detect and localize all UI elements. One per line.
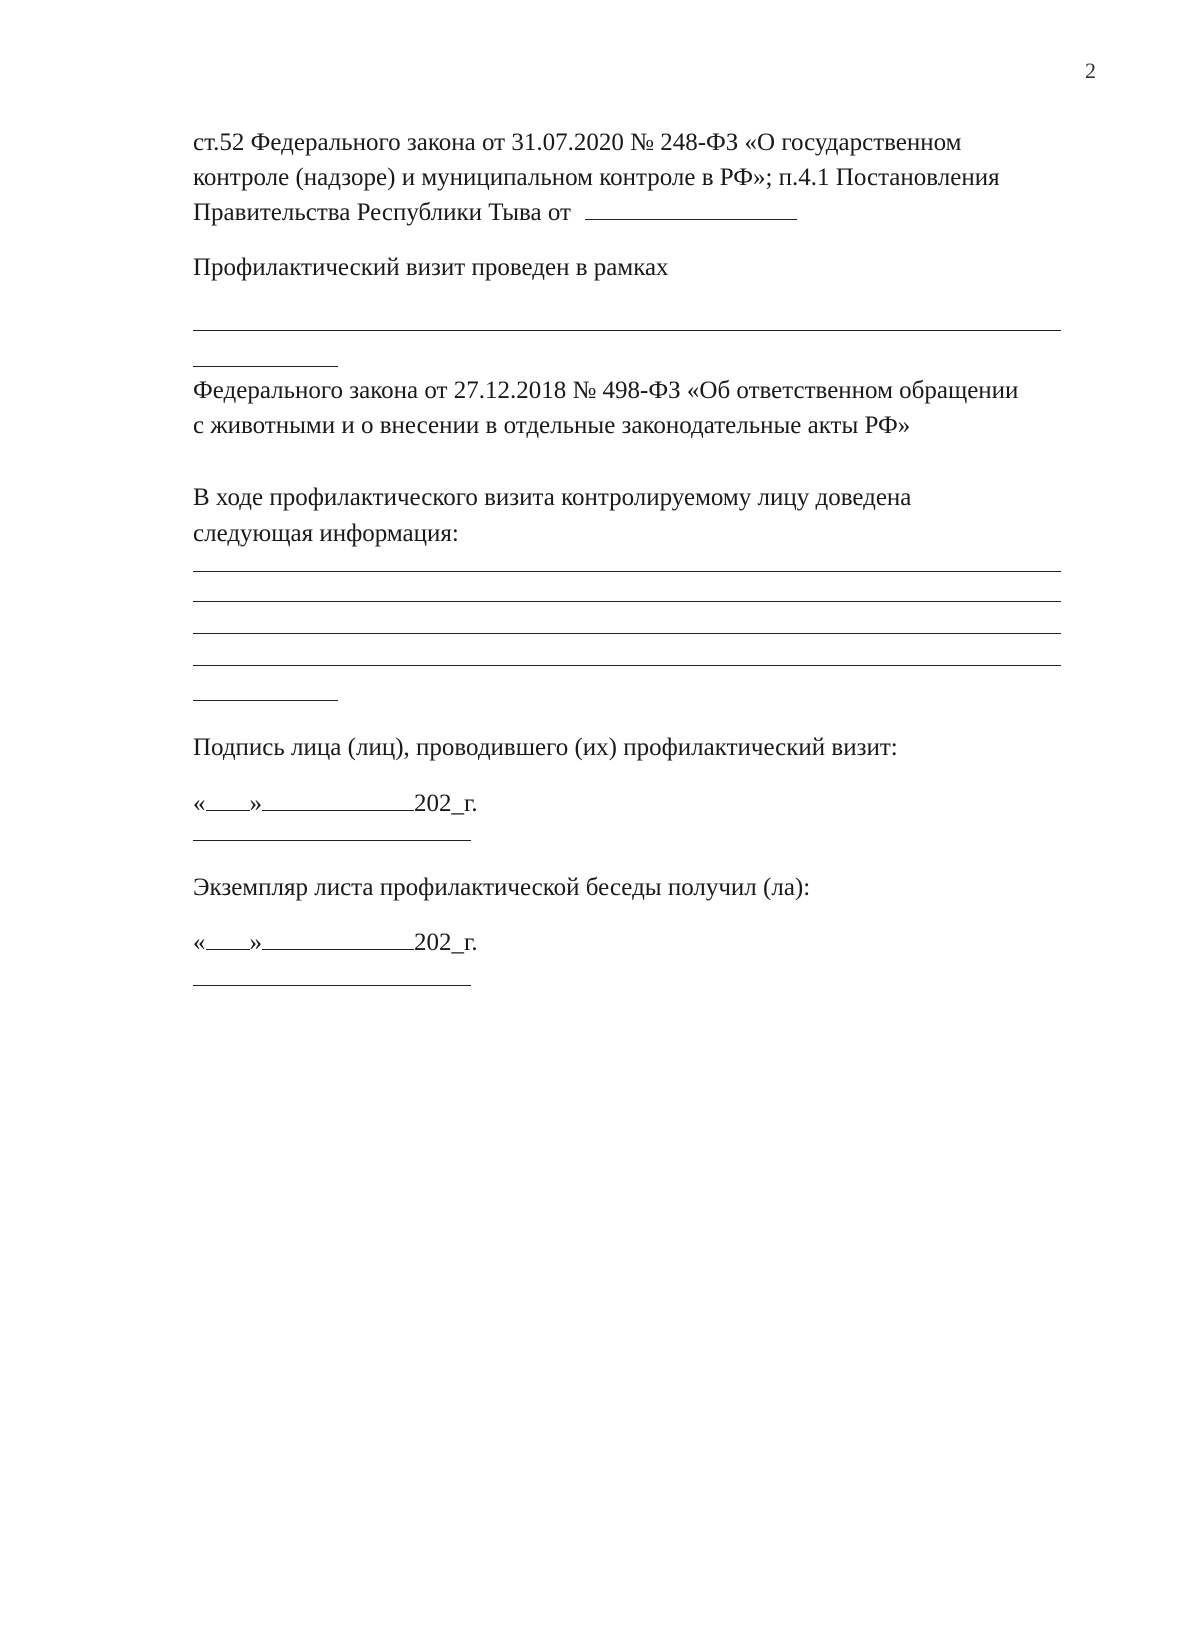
inspector-date-year: 202_г.: [414, 790, 478, 817]
recipient-date-quote-close: »: [249, 929, 262, 956]
visit-framework-label: Профилактический визит проведен в рамках: [193, 254, 669, 281]
information-line-1: В ходе профилактического визита контролируемому лицу доведена: [193, 484, 912, 511]
inspector-date-quote-open: «: [193, 790, 206, 817]
recipient-day-blank: [206, 948, 250, 950]
recipient-month-blank: [262, 948, 414, 950]
recipient-date-quote-open: «: [193, 929, 206, 956]
recipient-date-year: 202_г.: [414, 929, 478, 956]
info-blank-line-1: [193, 571, 1061, 572]
info-blank-line-2: [193, 601, 1061, 602]
info-blank-line-4: [193, 665, 1061, 666]
inspector-signature-label: Подпись лица (лиц), проводившего (их) профилактический визит:: [193, 734, 898, 761]
info-blank-line-3: [193, 633, 1061, 634]
inspector-date-line: [193, 786, 478, 821]
basis-line-3: [193, 195, 797, 230]
framework-blank-line-2: [193, 366, 338, 367]
framework-blank-line-1: [193, 330, 1061, 331]
info-blank-line-5: [193, 700, 338, 701]
inspector-month-blank: [262, 809, 414, 811]
recipient-signature-label: Экземпляр листа профилактической беседы получил (ла):: [193, 874, 811, 901]
page-number: 2: [1085, 58, 1096, 83]
recipient-date-line: [193, 925, 478, 960]
recipient-signature-line: [193, 985, 471, 986]
inspector-signature-line: [193, 840, 471, 841]
basis-line-2: контроле (надзоре) и муниципальном контроле в РФ»; п.4.1 Постановления: [193, 164, 1000, 191]
basis-line-1: ст.52 Федерального закона от 31.07.2020 № 248-ФЗ «О государственном: [193, 129, 962, 156]
federal-law-line-2: с животными и о внесении в отдельные законодательные акты РФ»: [193, 412, 911, 439]
resolution-date-blank: [585, 218, 797, 220]
information-line-2: следующая информация:: [193, 520, 459, 547]
inspector-date-quote-close: »: [249, 790, 262, 817]
inspector-day-blank: [206, 809, 250, 811]
basis-line-3-text: Правительства Республики Тыва от: [193, 199, 571, 226]
federal-law-line-1: Федерального закона от 27.12.2018 № 498-ФЗ «Об ответственном обращении: [193, 377, 1019, 404]
